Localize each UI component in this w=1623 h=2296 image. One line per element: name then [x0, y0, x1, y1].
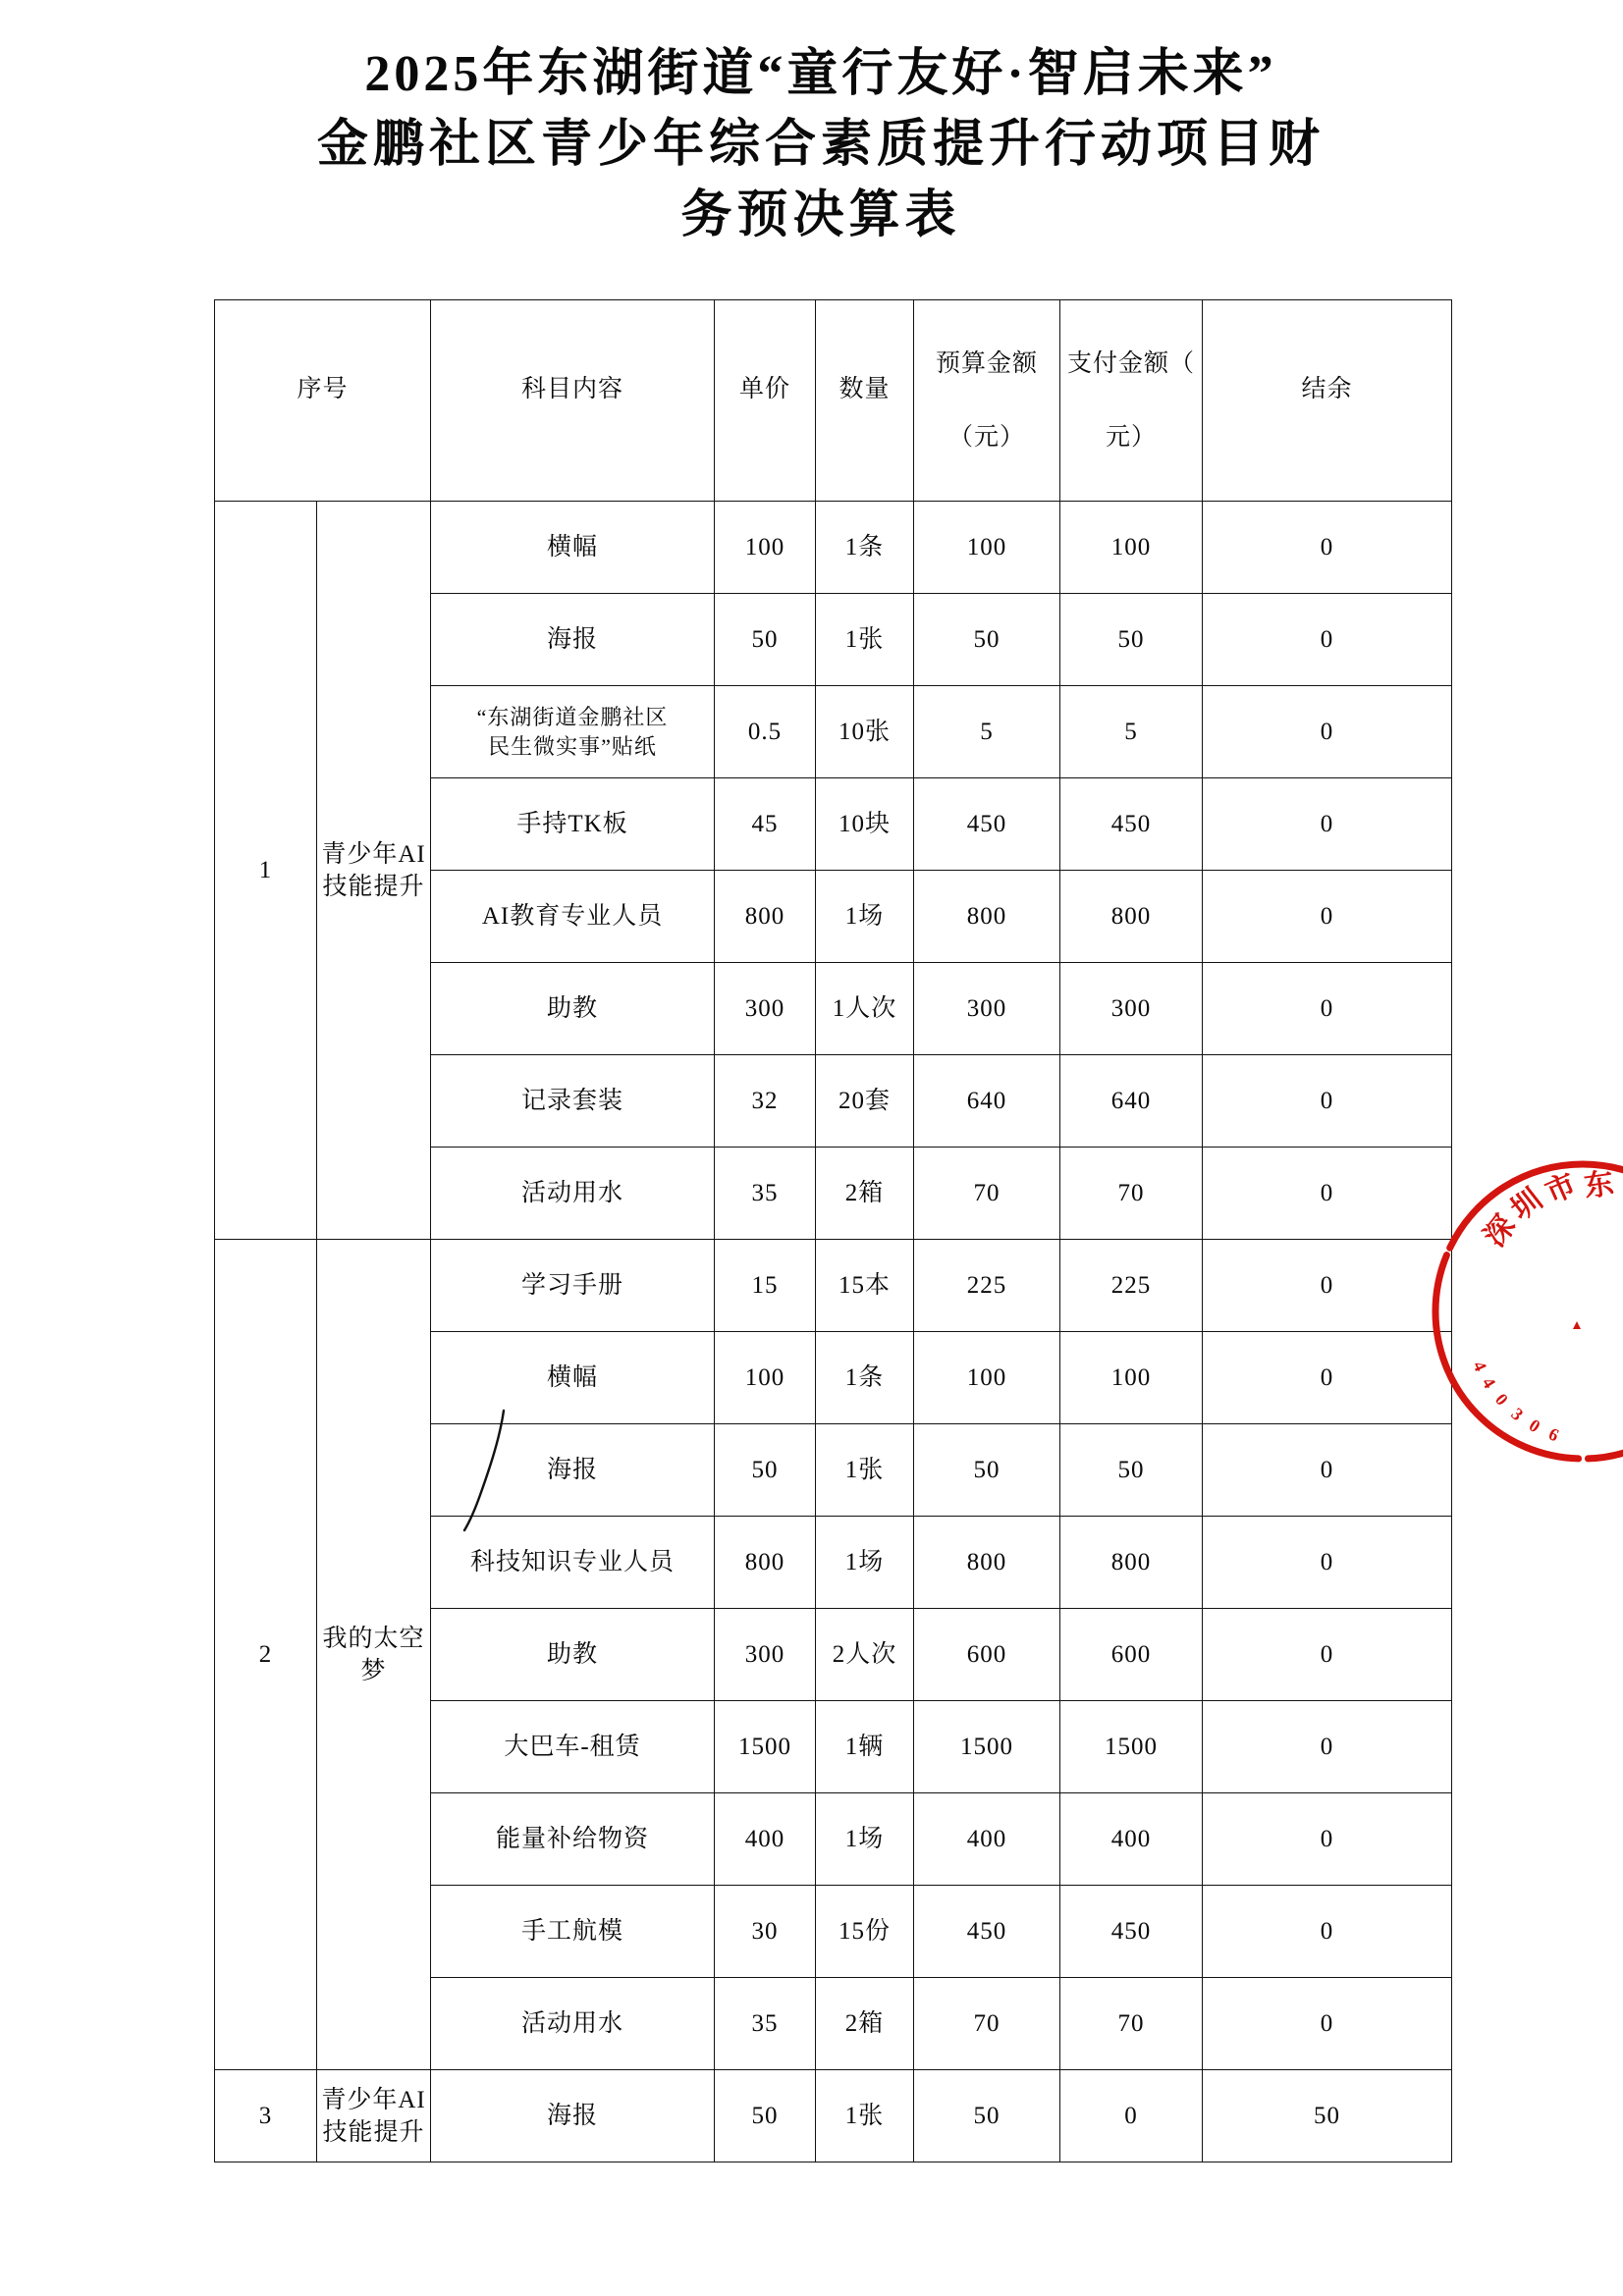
cell-item-content: AI教育专业人员: [431, 871, 715, 963]
cell-item-line-2: 民生微实事”贴纸: [488, 733, 657, 759]
svg-text:圳: 圳: [1504, 1183, 1548, 1227]
cell-balance: 0: [1203, 1886, 1452, 1978]
cell-quantity: 1条: [816, 502, 914, 594]
cell-item-content: [431, 686, 715, 778]
table-body: [215, 502, 1452, 2163]
svg-text:东: 东: [1582, 1167, 1616, 1203]
svg-text:3: 3: [1507, 1404, 1528, 1424]
cell-paid-amount: 800: [1060, 1517, 1203, 1609]
svg-text:深: 深: [1478, 1209, 1522, 1254]
cell-quantity: 2箱: [816, 1148, 914, 1240]
cell-budget-amount: 1500: [914, 1701, 1060, 1793]
cell-paid-amount: 1500: [1060, 1701, 1203, 1793]
cell-unit-price: 400: [715, 1793, 816, 1886]
cell-balance: 0: [1203, 1793, 1452, 1886]
cell-quantity: 20套: [816, 1055, 914, 1148]
cell-paid-amount: 0: [1060, 2070, 1203, 2163]
cell-quantity: 10张: [816, 686, 914, 778]
cell-paid-amount: 800: [1060, 871, 1203, 963]
cell-unit-price: 32: [715, 1055, 816, 1148]
cell-balance: 0: [1203, 686, 1452, 778]
cell-unit-price: 100: [715, 502, 816, 594]
cell-quantity: 2箱: [816, 1978, 914, 2070]
cell-paid-amount: 50: [1060, 1424, 1203, 1517]
cell-group-name: 青少年AI技能提升: [317, 502, 431, 1240]
cell-item-content: 科技知识专业人员: [431, 1517, 715, 1609]
cell-item-line-1: “东湖街道金鹏社区: [476, 705, 669, 730]
cell-balance: 0: [1203, 1055, 1452, 1148]
cell-budget-amount: 100: [914, 1332, 1060, 1424]
cell-budget-amount: 70: [914, 1148, 1060, 1240]
svg-text:市: 市: [1541, 1168, 1582, 1210]
cell-unit-price: 300: [715, 1609, 816, 1701]
cell-budget-amount: 640: [914, 1055, 1060, 1148]
cell-balance: 0: [1203, 871, 1452, 963]
header-index: 序号: [215, 300, 431, 502]
cell-quantity: 15份: [816, 1886, 914, 1978]
cell-item-content: 助教: [431, 963, 715, 1055]
cell-paid-amount: 70: [1060, 1148, 1203, 1240]
cell-balance: 0: [1203, 1517, 1452, 1609]
cell-quantity: 1张: [816, 594, 914, 686]
table-row: [215, 1240, 1452, 1332]
cell-paid-amount: 50: [1060, 594, 1203, 686]
cell-budget-amount: 800: [914, 1517, 1060, 1609]
cell-item-content: 记录套装: [431, 1055, 715, 1148]
budget-table: [214, 299, 1452, 2163]
cell-unit-price: 0.5: [715, 686, 816, 778]
cell-item-content: 手工航模: [431, 1886, 715, 1978]
table-row: [215, 2070, 1452, 2163]
cell-quantity: 1张: [816, 2070, 914, 2163]
svg-text:0: 0: [1490, 1389, 1513, 1410]
cell-budget-amount: 450: [914, 778, 1060, 871]
official-red-seal: [1426, 1154, 1623, 1468]
header-quantity: 数量: [816, 300, 914, 502]
header-balance: 结余: [1203, 300, 1452, 502]
header-paid-amount-line2: 元）: [1106, 424, 1158, 451]
cell-balance: 50: [1203, 2070, 1452, 2163]
cell-unit-price: 800: [715, 871, 816, 963]
cell-balance: 0: [1203, 1240, 1452, 1332]
svg-text:4: 4: [1469, 1358, 1491, 1374]
cell-quantity: 15本: [816, 1240, 914, 1332]
budget-table-container: [214, 299, 1451, 2163]
svg-text:4: 4: [1478, 1373, 1500, 1392]
cell-group-name: 我的太空梦: [317, 1240, 431, 2070]
cell-group-index: 1: [215, 502, 317, 1240]
cell-paid-amount: 100: [1060, 502, 1203, 594]
cell-budget-amount: 600: [914, 1609, 1060, 1701]
cell-item-content: 活动用水: [431, 1148, 715, 1240]
cell-balance: 0: [1203, 778, 1452, 871]
cell-unit-price: 15: [715, 1240, 816, 1332]
cell-balance: 0: [1203, 1609, 1452, 1701]
cell-quantity: 1场: [816, 871, 914, 963]
cell-unit-price: 35: [715, 1148, 816, 1240]
cell-quantity: 1场: [816, 1517, 914, 1609]
cell-item-content: 横幅: [431, 1332, 715, 1424]
cell-quantity: 1辆: [816, 1701, 914, 1793]
cell-quantity: 1条: [816, 1332, 914, 1424]
cell-quantity: 10块: [816, 778, 914, 871]
cell-unit-price: 100: [715, 1332, 816, 1424]
title-line-2: 金鹏社区青少年综合素质提升行动项目财: [316, 116, 1325, 173]
cell-item-content: 能量补给物资: [431, 1793, 715, 1886]
cell-unit-price: 800: [715, 1517, 816, 1609]
cell-budget-amount: 50: [914, 594, 1060, 686]
cell-balance: 0: [1203, 1424, 1452, 1517]
cell-paid-amount: 100: [1060, 1332, 1203, 1424]
cell-balance: 0: [1203, 1701, 1452, 1793]
cell-budget-amount: 400: [914, 1793, 1060, 1886]
cell-unit-price: 1500: [715, 1701, 816, 1793]
cell-paid-amount: 225: [1060, 1240, 1203, 1332]
cell-paid-amount: 400: [1060, 1793, 1203, 1886]
header-unit-price: 单价: [715, 300, 816, 502]
table-row: [215, 502, 1452, 594]
cell-budget-amount: 450: [914, 1886, 1060, 1978]
header-budget-amount-line2: （元）: [948, 424, 1026, 451]
cell-paid-amount: 70: [1060, 1978, 1203, 2070]
cell-group-index: 2: [215, 1240, 317, 2070]
header-paid-amount-line1: 支付金额（: [1067, 350, 1196, 377]
cell-unit-price: 300: [715, 963, 816, 1055]
cell-quantity: 1人次: [816, 963, 914, 1055]
cell-unit-price: 50: [715, 1424, 816, 1517]
cell-balance: 0: [1203, 963, 1452, 1055]
cell-item-content: 横幅: [431, 502, 715, 594]
cell-unit-price: 30: [715, 1886, 816, 1978]
cell-quantity: 2人次: [816, 1609, 914, 1701]
cell-budget-amount: 5: [914, 686, 1060, 778]
cell-unit-price: 35: [715, 1978, 816, 2070]
cell-budget-amount: 300: [914, 963, 1060, 1055]
cell-group-index: 3: [215, 2070, 317, 2163]
cell-unit-price: 45: [715, 778, 816, 871]
header-row: [215, 300, 1452, 502]
cell-item-content: 学习手册: [431, 1240, 715, 1332]
cell-balance: 0: [1203, 1978, 1452, 2070]
header-item-content: 科目内容: [431, 300, 715, 502]
cell-budget-amount: 225: [914, 1240, 1060, 1332]
cell-budget-amount: 70: [914, 1978, 1060, 2070]
cell-paid-amount: 450: [1060, 1886, 1203, 1978]
cell-unit-price: 50: [715, 594, 816, 686]
cell-item-content: 助教: [431, 1609, 715, 1701]
header-budget-amount: [914, 300, 1060, 502]
cell-balance: 0: [1203, 594, 1452, 686]
cell-item-content: 海报: [431, 594, 715, 686]
table-header: [215, 300, 1452, 502]
cell-item-content: 海报: [431, 2070, 715, 2163]
cell-item-content: 活动用水: [431, 1978, 715, 2070]
cell-paid-amount: 600: [1060, 1609, 1203, 1701]
cell-budget-amount: 50: [914, 1424, 1060, 1517]
cell-paid-amount: 450: [1060, 778, 1203, 871]
title-line-1: 2025年东湖街道“童行友好·智启未来”: [364, 46, 1277, 102]
svg-text:6: 6: [1545, 1423, 1562, 1446]
page-title: [94, 39, 1547, 250]
cell-budget-amount: 800: [914, 871, 1060, 963]
cell-unit-price: 50: [715, 2070, 816, 2163]
cell-quantity: 1张: [816, 1424, 914, 1517]
header-budget-amount-line1: 预算金额: [936, 350, 1039, 377]
cell-paid-amount: 640: [1060, 1055, 1203, 1148]
title-line-3: 务预决算表: [680, 187, 961, 243]
cell-budget-amount: 100: [914, 502, 1060, 594]
cell-balance: 0: [1203, 502, 1452, 594]
cell-paid-amount: 5: [1060, 686, 1203, 778]
cell-balance: 0: [1203, 1148, 1452, 1240]
cell-item-content: 海报: [431, 1424, 715, 1517]
cell-balance: 0: [1203, 1332, 1452, 1424]
cell-group-name: 青少年AI技能提升: [317, 2070, 431, 2163]
cell-budget-amount: 50: [914, 2070, 1060, 2163]
cell-quantity: 1场: [816, 1793, 914, 1886]
header-paid-amount: [1060, 300, 1203, 502]
svg-text:0: 0: [1525, 1415, 1544, 1437]
cell-item-content: 大巴车-租赁: [431, 1701, 715, 1793]
cell-paid-amount: 300: [1060, 963, 1203, 1055]
cell-item-content: 手持TK板: [431, 778, 715, 871]
